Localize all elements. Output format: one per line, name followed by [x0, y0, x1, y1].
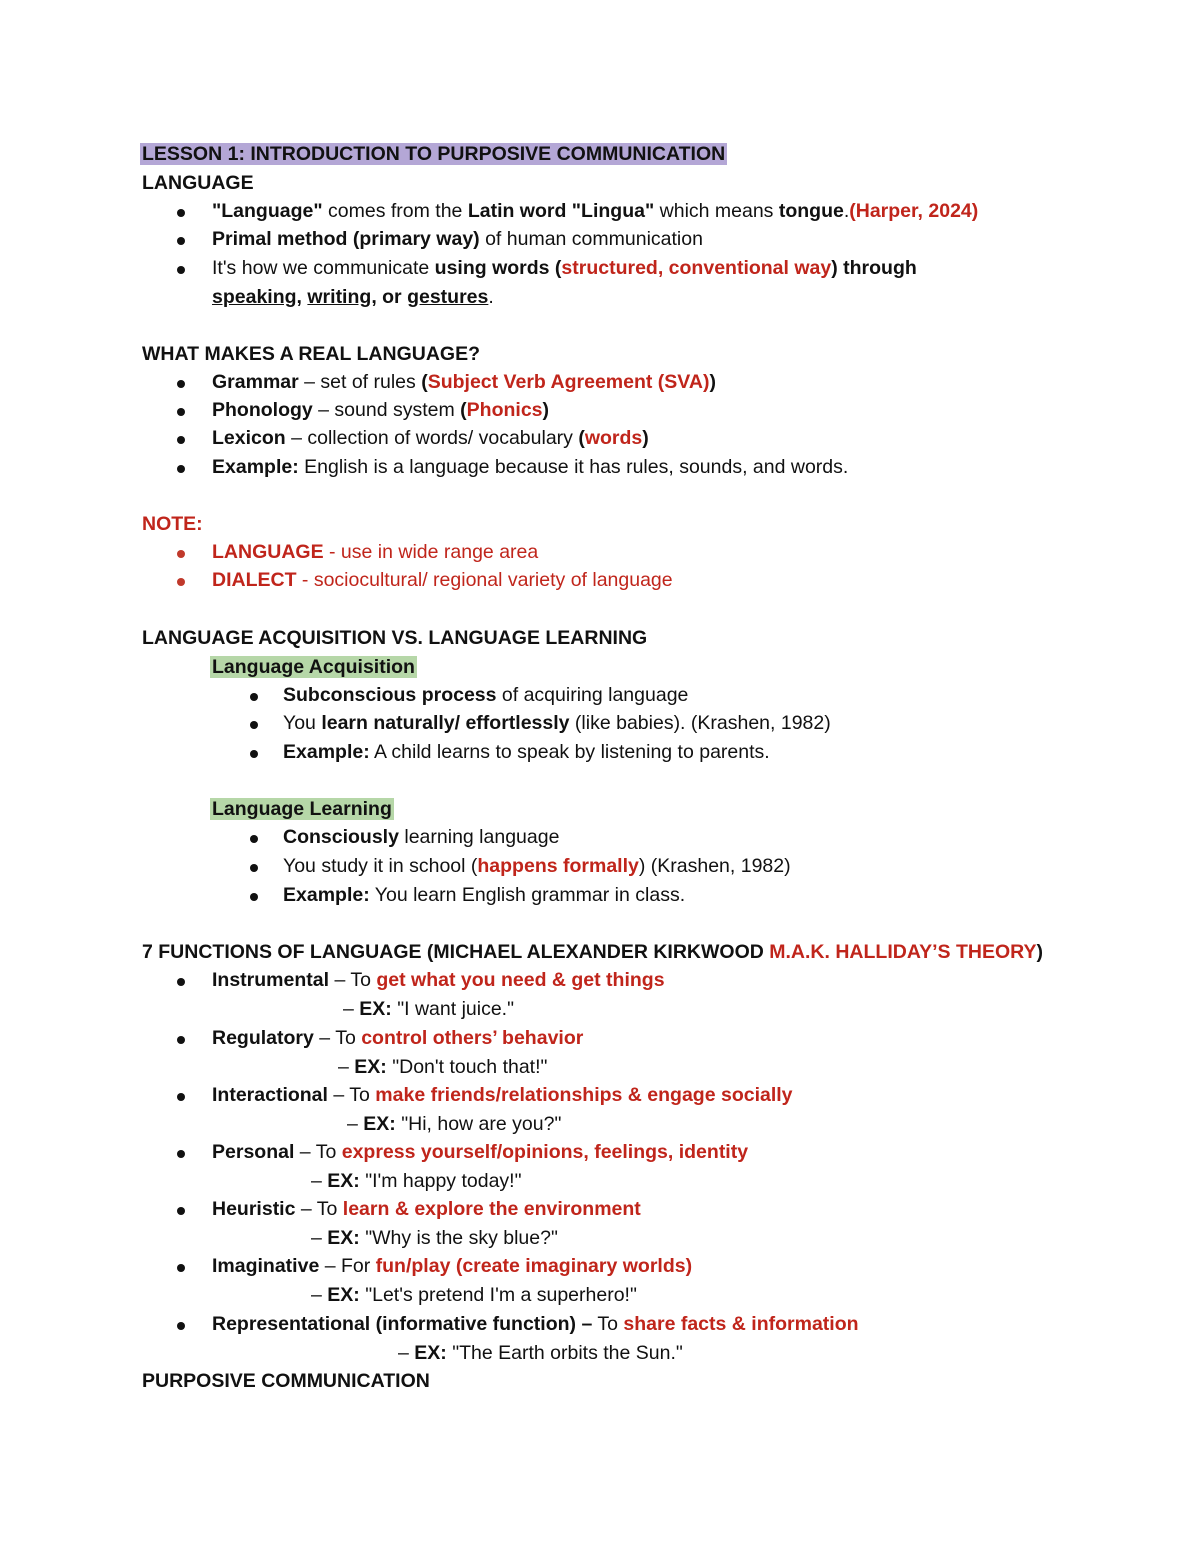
- bullet-icon: [177, 1322, 185, 1330]
- function-imaginative-example: – EX: "Let's pretend I'm a superhero!": [311, 1284, 637, 1306]
- bullet-icon: [177, 465, 185, 473]
- learning-bullet-example: Example: You learn English grammar in class.: [283, 884, 686, 906]
- bullet-icon: [250, 721, 258, 729]
- language-heading: LANGUAGE: [142, 172, 254, 194]
- function-instrumental-example: – EX: "I want juice.": [343, 998, 515, 1020]
- real-bullet-phonology: Phonology – sound system (Phonics): [212, 399, 550, 421]
- function-interactional: Interactional – To make friends/relationships & engage socially: [212, 1084, 793, 1106]
- acquisition-subheading: Language Acquisition: [212, 656, 415, 678]
- language-bullet-how-cont: speaking, writing, or gestures.: [212, 286, 494, 308]
- bullet-icon: [177, 1093, 185, 1101]
- bullet-icon: [177, 578, 185, 586]
- bullet-icon: [177, 978, 185, 986]
- real-language-heading: WHAT MAKES A REAL LANGUAGE?: [142, 343, 480, 365]
- bullet-icon: [177, 436, 185, 444]
- bullet-icon: [177, 209, 185, 217]
- function-regulatory-example: – EX: "Don't touch that!": [338, 1056, 548, 1078]
- bullet-icon: [177, 1264, 185, 1272]
- language-bullet-origin: "Language" comes from the Latin word "Lingua" which means tongue.(Harper, 2024): [212, 200, 979, 222]
- note-bullet-dialect: DIALECT - sociocultural/ regional variety of language: [212, 569, 673, 591]
- note-heading: NOTE:: [142, 513, 203, 535]
- function-regulatory: Regulatory – To control others’ behavior: [212, 1027, 584, 1049]
- lesson-title-text: LESSON 1: INTRODUCTION TO PURPOSIVE COMMUNICATION: [142, 143, 726, 165]
- language-bullet-primal: Primal method (primary way) of human communication: [212, 228, 703, 250]
- real-bullet-grammar: Grammar – set of rules (Subject Verb Agreement (SVA)): [212, 371, 716, 393]
- acquisition-bullet-example: Example: A child learns to speak by listening to parents.: [283, 741, 770, 763]
- lesson-title: [140, 141, 727, 167]
- real-bullet-lexicon: Lexicon – collection of words/ vocabulary (words): [212, 427, 649, 449]
- function-personal: Personal – To express yourself/opinions, feelings, identity: [212, 1141, 749, 1163]
- bullet-icon: [177, 1207, 185, 1215]
- bullet-icon: [177, 1150, 185, 1158]
- bullet-icon: [250, 864, 258, 872]
- language-bullet-how: It's how we communicate using words (structured, conventional way) through: [212, 257, 917, 279]
- learning-bullet-consciously: Consciously learning language: [283, 826, 560, 848]
- function-interactional-example: – EX: "Hi, how are you?": [347, 1113, 562, 1135]
- acquisition-bullet-subconscious: Subconscious process of acquiring language: [283, 684, 689, 706]
- real-bullet-example: Example: English is a language because it has rules, sounds, and words.: [212, 456, 849, 478]
- function-instrumental: Instrumental – To get what you need & get things: [212, 969, 665, 991]
- bullet-icon: [177, 380, 185, 388]
- bullet-icon: [177, 408, 185, 416]
- function-heuristic-example: – EX: "Why is the sky blue?": [311, 1227, 558, 1249]
- bullet-icon: [250, 893, 258, 901]
- bullet-icon: [177, 266, 185, 274]
- bullet-icon: [250, 750, 258, 758]
- function-heuristic: Heuristic – To learn & explore the environment: [212, 1198, 641, 1220]
- bullet-icon: [177, 550, 185, 558]
- learning-subheading: Language Learning: [212, 798, 392, 820]
- function-representational: Representational (informative function) – To share facts & information: [212, 1313, 859, 1335]
- note-bullet-language: LANGUAGE - use in wide range area: [212, 541, 539, 563]
- bullet-icon: [177, 237, 185, 245]
- function-representational-example: – EX: "The Earth orbits the Sun.": [398, 1342, 683, 1364]
- acquisition-heading: LANGUAGE ACQUISITION VS. LANGUAGE LEARNING: [142, 627, 648, 649]
- functions-heading: 7 FUNCTIONS OF LANGUAGE (MICHAEL ALEXANDER KIRKWOOD M.A.K. HALLIDAY’S THEORY): [142, 941, 1043, 963]
- bullet-icon: [177, 1036, 185, 1044]
- learning-bullet-school: You study it in school (happens formally) (Krashen, 1982): [283, 855, 791, 877]
- function-personal-example: – EX: "I'm happy today!": [311, 1170, 522, 1192]
- purposive-heading: PURPOSIVE COMMUNICATION: [142, 1370, 430, 1392]
- bullet-icon: [250, 693, 258, 701]
- function-imaginative: Imaginative – For fun/play (create imaginary worlds): [212, 1255, 693, 1277]
- acquisition-bullet-naturally: You learn naturally/ effortlessly (like babies). (Krashen, 1982): [283, 712, 831, 734]
- bullet-icon: [250, 835, 258, 843]
